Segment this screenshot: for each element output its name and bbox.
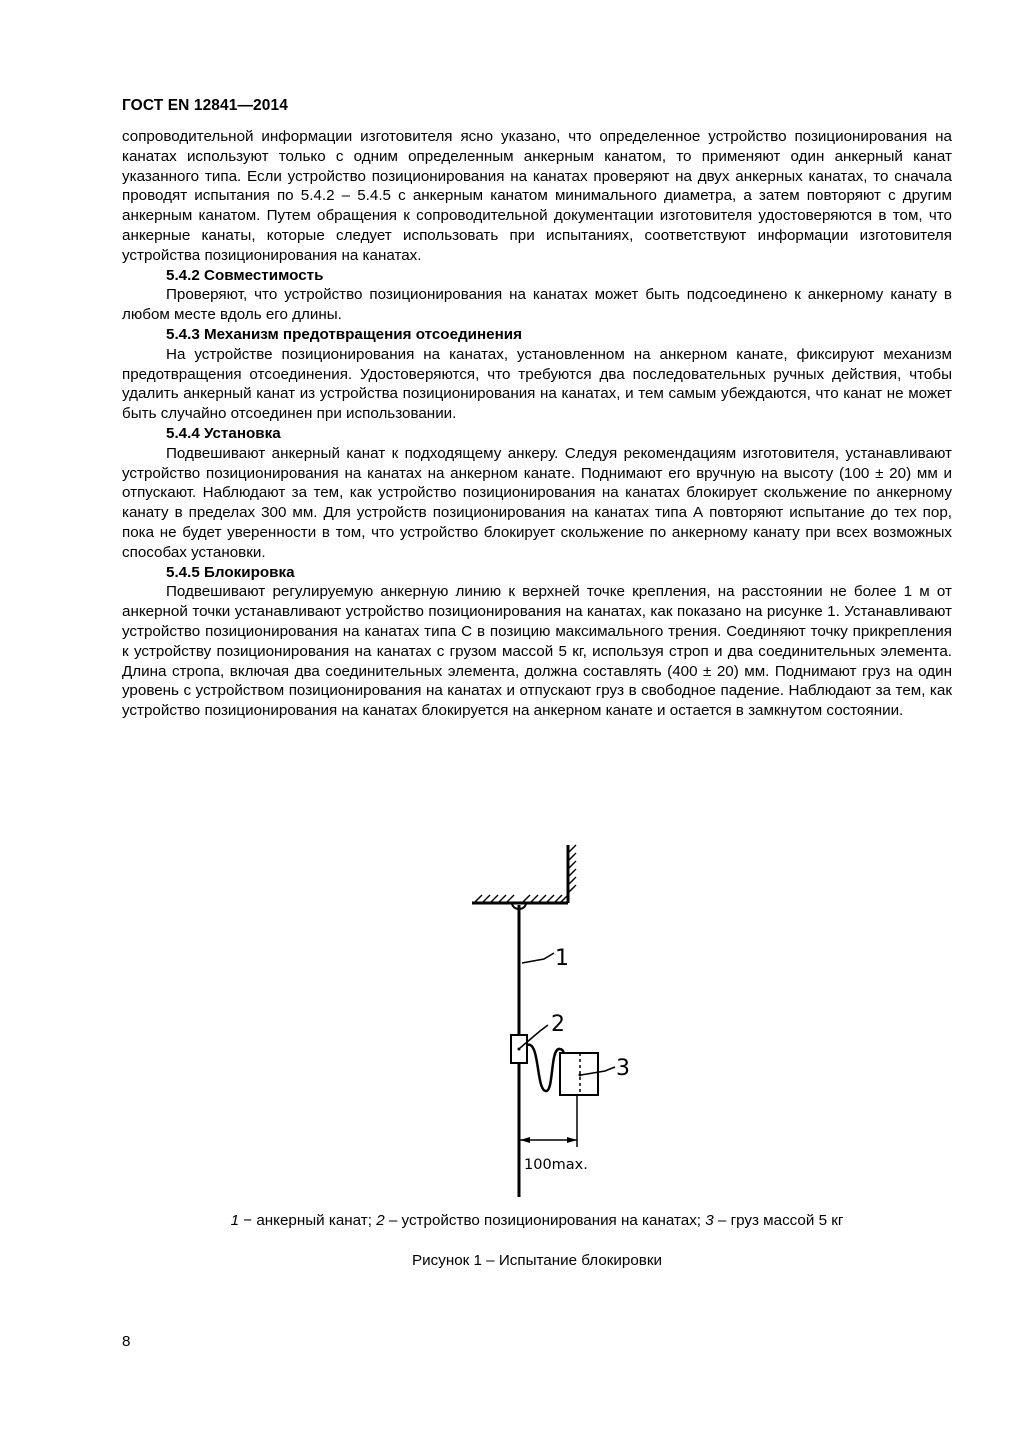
legend-number-1: 1 [230, 1212, 240, 1229]
section-text-installation: Подвешивают анкерный канат к подходящему анкеру. Следуя рекомендациям изготовителя, устанавливают устройство позиционирования на канатах на анкерном канате. Поднимают его вручную на высоту (100 ± 20) мм и отпускают. Наблюдают за тем, как устройство позиционирования на канатах блокирует скольжение по анкерному канату в пределах 300 мм. Для устройств позиционирования на канатах типа А повторяют испытание до тех пор, пока не будет уверенности в том, что устройство блокирует скольжение по анкерному канату при всех возможных способах установки. [122, 444, 952, 561]
figure-caption: Рисунок 1 – Испытание блокировки [412, 1252, 662, 1269]
section-heading-compatibility: 5.4.2 Совместимость [166, 266, 324, 284]
locking-test-figure [440, 835, 670, 1215]
legend-text-1: − анкерный канат; [239, 1212, 377, 1229]
dimension-line [520, 1095, 577, 1147]
anchor-structure [472, 845, 576, 903]
section-heading-installation: 5.4.4 Установка [166, 424, 281, 442]
section-text-locking: Подвешивают регулируемую анкерную линию к верхней точке крепления, на расстоянии не более 1 м от анкерной точки устанавливают устройство позиционирования на канатах, как показано на рисунке 1. Устанавливают устройство позиционирования на канатах типа С в позицию максимального трения. Соединяют точку прикрепления к устройству позиционирования на канатах с грузом массой 5 кг, используя строп и два соединительных элемента. Длина стропа, включая два соединительных элемента, должна составлять (400 ± 20) мм. Поднимают груз на один уровень с устройством позиционирования на канатах и отпускают груз в свободное падение. Наблюдают за тем, как устройство позиционирования на канатах блокируется на анкерном канате и остается в замкнутом состоянии. [122, 583, 952, 720]
document-body [122, 127, 952, 721]
intro-paragraph: сопроводительной информации изготовителя ясно указано, что определенное устройство позиционирования на канатах используют только с одним определенным анкерным канатом, то применяют один анкерный канат указанного типа. Если устройство позиционирования на канатах проверяют на двух анкерных канатах, то сначала проводят испытания по 5.4.2 – 5.4.5 с анкерным канатом минимального диаметра, а затем повторяют с другим анкерным канатом. Путем обращения к сопроводительной документации изготовителя удостоверяются в том, что анкерные канаты, которые следует использовать при испытаниях, соответствуют информации изготовителя устройства позиционирования на канатах. [122, 128, 952, 264]
section-heading-disconnection: 5.4.3 Механизм предотвращения отсоединения [166, 325, 522, 343]
document-id-header: ГОСТ EN 12841—2014 [122, 97, 288, 114]
section-heading-locking: 5.4.5 Блокировка [166, 563, 295, 581]
legend-number-3: 3 [705, 1212, 714, 1229]
legend-number-2: 2 [376, 1212, 385, 1229]
section-text-compatibility: Проверяют, что устройство позиционирования на канатах может быть подсоединено к анкерному канату в любом месте вдоль его длины. [122, 286, 952, 324]
figure-legend [122, 1212, 952, 1229]
figure-label-1: 1 [555, 946, 569, 971]
figure-label-2: 2 [551, 1012, 565, 1037]
legend-text-2: – устройство позиционирования на канатах; [384, 1212, 706, 1229]
section-text-disconnection: На устройстве позиционирования на канатах, установленном на анкерном канате, фиксируют механизм предотвращения отсоединения. Удостоверяются, что требуются два последовательных ручных действия, чтобы удалить анкерный канат из устройства позиционирования на канатах, и тем самым убеждаются, что канат не может быть случайно отсоединен при использовании. [122, 345, 952, 423]
dimension-label: 100max. [524, 1157, 588, 1173]
legend-text-3: – груз массой 5 кг [713, 1212, 844, 1229]
page-number: 8 [122, 1333, 131, 1350]
leader-line-1 [522, 953, 554, 963]
figure-label-3: 3 [616, 1056, 630, 1081]
